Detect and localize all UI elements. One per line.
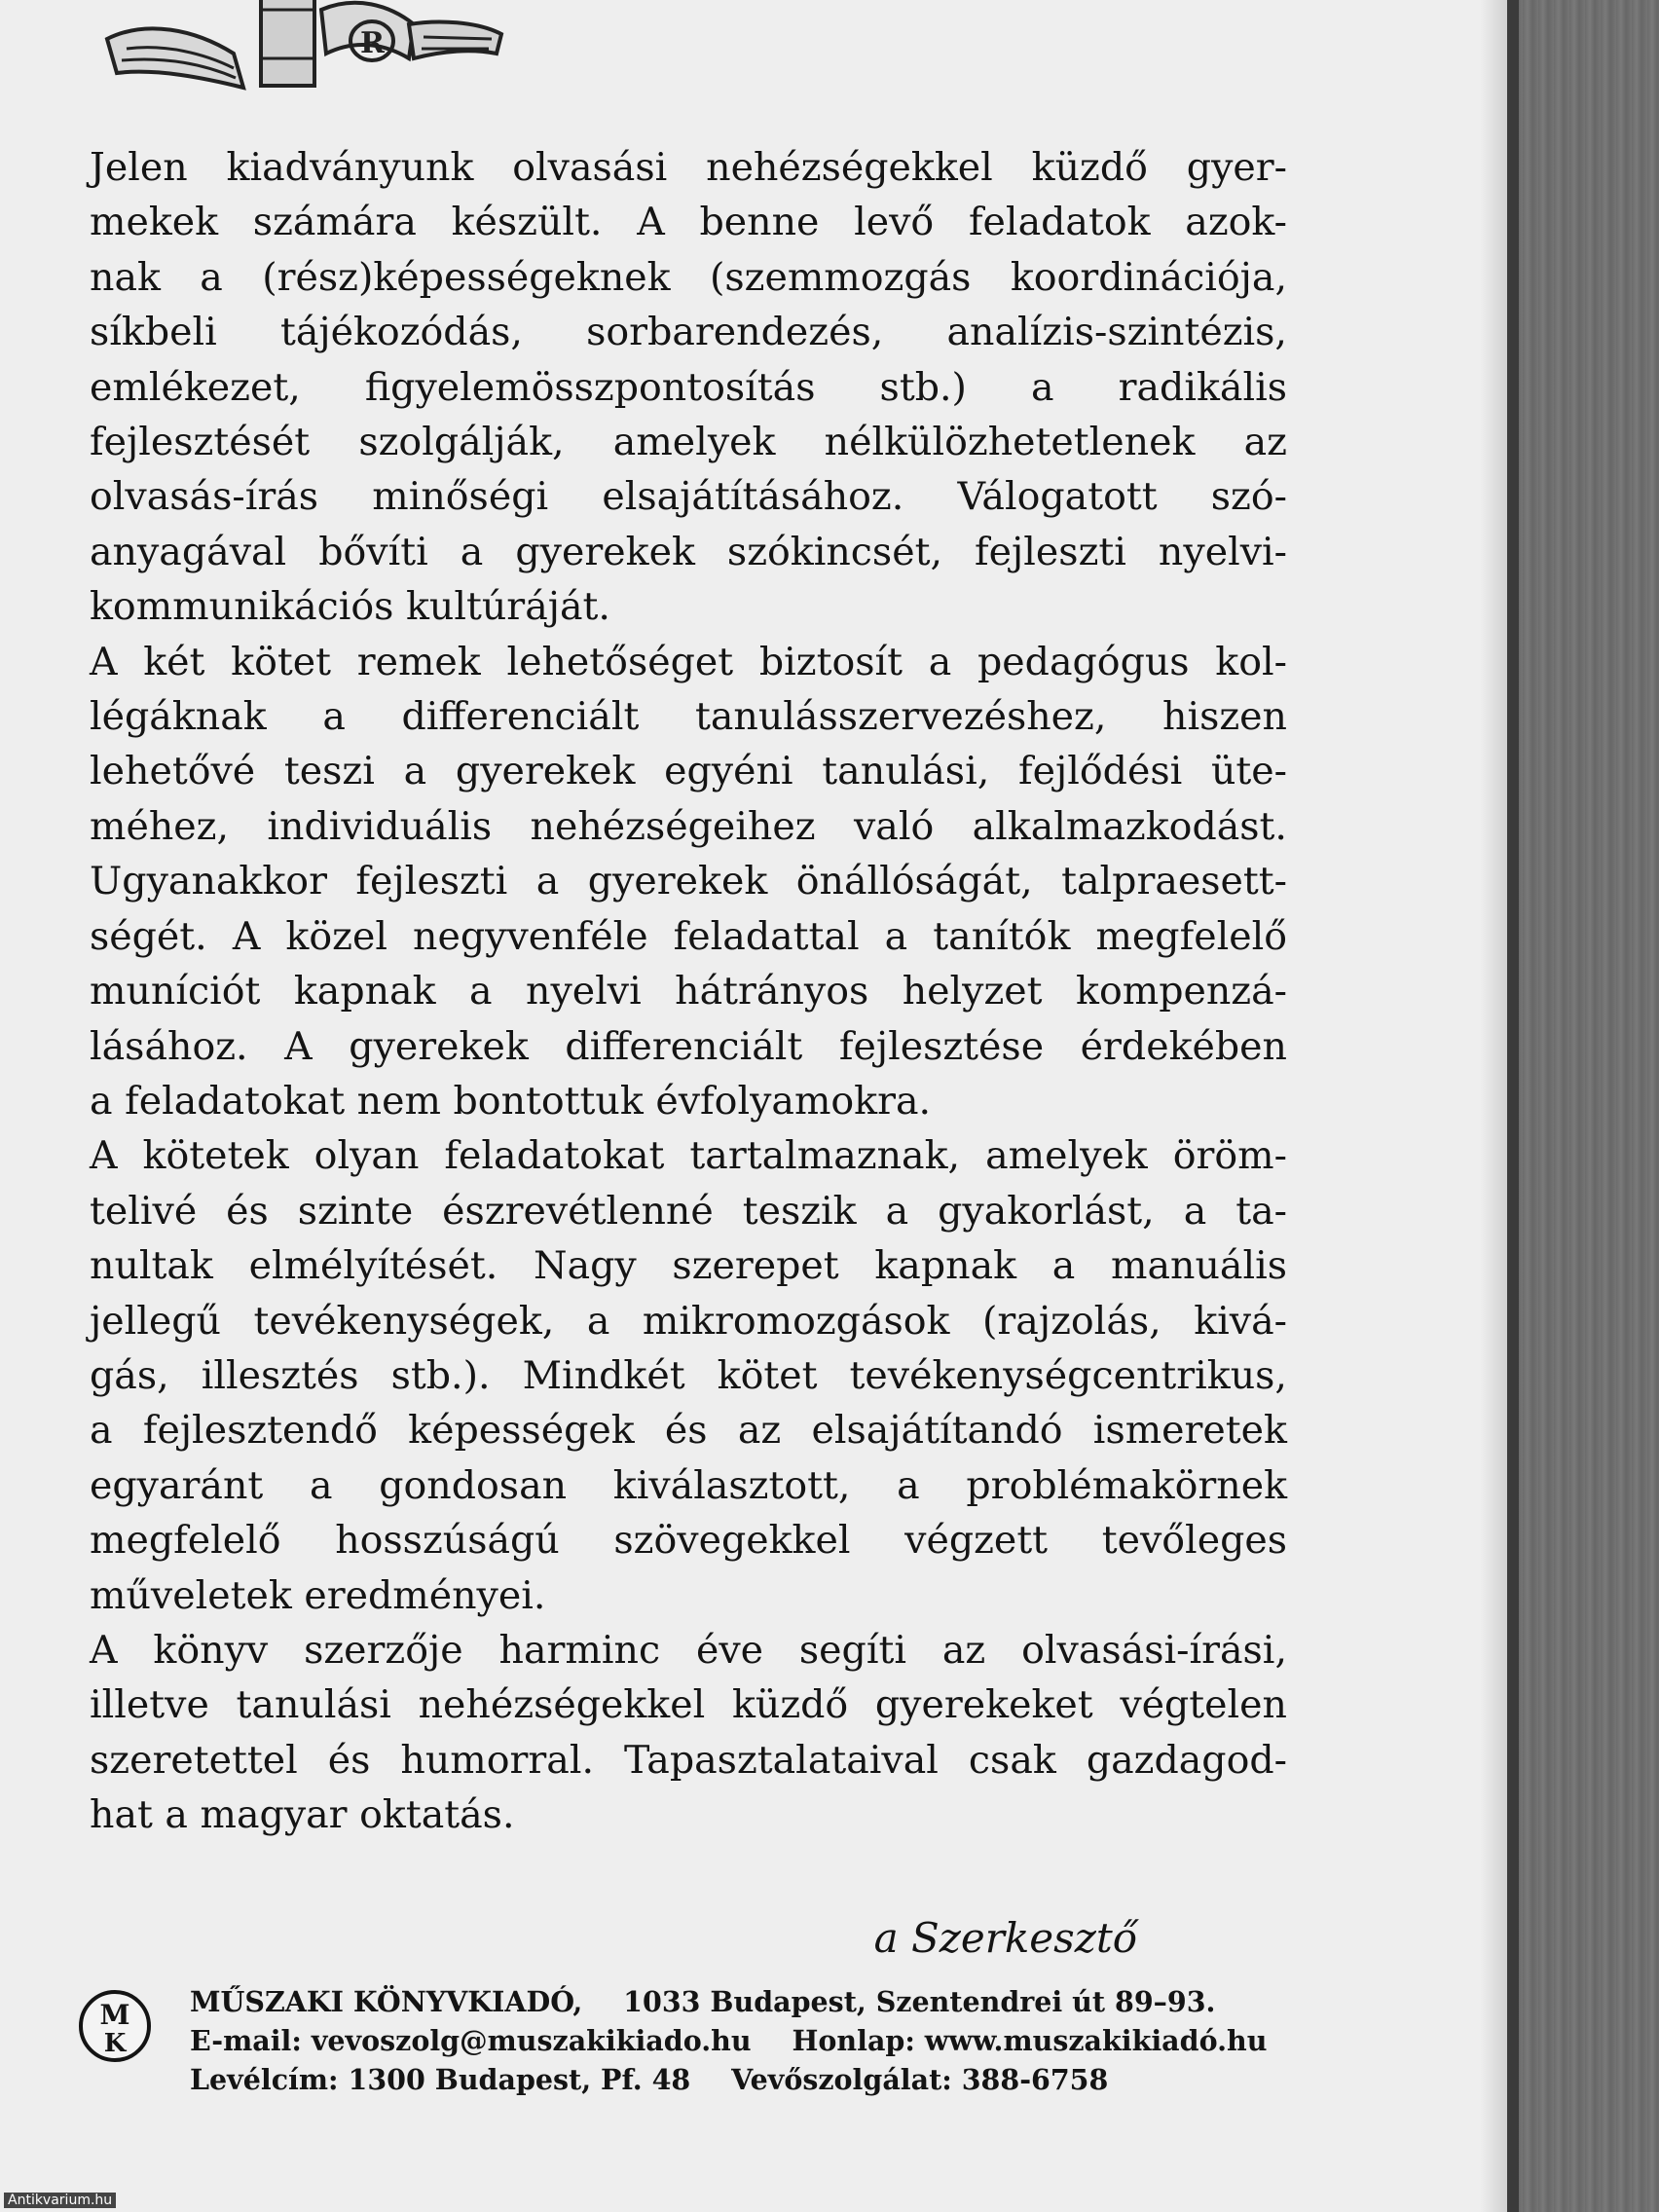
text-line: gás, illesztés stb.). Mindkét kötet tevékenységcentrikus, bbox=[90, 1352, 1287, 1398]
text-line: muníciót kapnak a nyelvi hátrányos helyzet kompenzá- bbox=[90, 969, 1287, 1014]
publisher-postal-row bbox=[190, 2060, 1267, 2099]
text-line: műveletek eredményei. bbox=[90, 1572, 546, 1618]
text-line: légáknak a differenciált tanulásszervezéshez, hiszen bbox=[90, 694, 1287, 740]
text-line: ségét. A közel negyvenféle feladattal a tanítók megfelelő bbox=[90, 913, 1287, 959]
publisher-contact-row bbox=[190, 2021, 1267, 2060]
text-line: nultak elmélyítését. Nagy szerepet kapnak a manuális bbox=[90, 1243, 1287, 1289]
text-line: nak a (rész)képességeknek (szemmozgás koordinációja, bbox=[90, 254, 1287, 300]
text-line: illetve tanulási nehézségekkel küzdő gyerekeket végtelen bbox=[90, 1682, 1287, 1728]
publisher-name: MŰSZAKI KÖNYVKIADÓ, bbox=[190, 1985, 583, 2018]
text-line: méhez, individuális nehézségeihez való alkalmazkodást. bbox=[90, 803, 1287, 849]
editor-signature: a Szerkesztő bbox=[873, 1914, 1137, 1962]
text-line: síkbeli tájékozódás, sorbarendezés, analízis-szintézis, bbox=[90, 310, 1287, 355]
text-line: anyagával bővíti a gyerekek szókincsét, fejleszti nyelvi- bbox=[90, 529, 1287, 574]
page-shadow bbox=[1480, 0, 1507, 2212]
paragraph-3 bbox=[90, 1128, 1287, 1623]
svg-text:K: K bbox=[103, 2029, 127, 2058]
web-label: Honlap: bbox=[792, 2024, 915, 2057]
watermark: Antikvarium.hu bbox=[4, 2193, 116, 2208]
postal-label: Levélcím: bbox=[190, 2063, 339, 2096]
text-line: a feladatokat nem bontottuk évfolyamokra. bbox=[90, 1078, 932, 1124]
text-line: Ugyanakkor fejleszti a gyerekek önállóságát, talpraesett- bbox=[90, 859, 1287, 904]
text-line: hat a magyar oktatás. bbox=[90, 1792, 515, 1838]
paragraph-2 bbox=[90, 635, 1287, 1129]
svg-text:R: R bbox=[360, 26, 385, 60]
text-line: Jelen kiadványunk olvasási nehézségekkel küzdő gyer- bbox=[90, 145, 1287, 190]
publisher-logo bbox=[78, 1989, 152, 2063]
text-line: telivé és szinte észrevétlenné teszik a gyakorlást, a ta- bbox=[90, 1188, 1287, 1234]
text-line: fejlesztését szolgálják, amelyek nélkülözhetetlenek az bbox=[90, 420, 1287, 465]
svg-text:M: M bbox=[99, 1999, 130, 2031]
text-line: olvasás-írás minőségi elsajátításához. Válogatott szó- bbox=[90, 474, 1287, 520]
book-edge-shadow bbox=[1507, 0, 1519, 2212]
text-line: lásához. A gyerekek differenciált fejlesztése érdekében bbox=[90, 1023, 1287, 1069]
text-line: mekek számára készült. A benne levő feladatok azok- bbox=[90, 200, 1287, 245]
book-and-hands-illustration bbox=[88, 0, 506, 102]
description-text bbox=[90, 140, 1287, 1843]
text-line: emlékezet, figyelemösszpontosítás stb.) a radikális bbox=[90, 364, 1287, 410]
paragraph-1 bbox=[90, 140, 1287, 635]
text-line: szeretettel és humorral. Tapasztalataival csak gazdagod- bbox=[90, 1737, 1287, 1783]
paragraph-4 bbox=[90, 1623, 1287, 1843]
email-link: vevoszolg@muszakikiado.hu bbox=[311, 2024, 752, 2057]
text-line: megfelelő hosszúságú szövegekkel végzett tevőleges bbox=[90, 1518, 1287, 1564]
text-line: egyaránt a gondosan kiválasztott, a problémakörnek bbox=[90, 1462, 1287, 1508]
service-label: Vevőszolgálat: bbox=[731, 2063, 952, 2096]
book-edge bbox=[1507, 0, 1659, 2212]
text-line: jellegű tevékenységek, a mikromozgások (rajzolás, kivá- bbox=[90, 1298, 1287, 1344]
text-line: A két kötet remek lehetőséget biztosít a pedagógus kol- bbox=[90, 639, 1287, 684]
text-line: a fejlesztendő képességek és az elsajátítandó ismeretek bbox=[90, 1408, 1287, 1454]
text-line: lehetővé teszi a gyerekek egyéni tanulási, fejlődési üte- bbox=[90, 749, 1287, 794]
service-phone: 388-6758 bbox=[961, 2063, 1109, 2096]
text-line: A kötetek olyan feladatokat tartalmaznak, amelyek öröm- bbox=[90, 1133, 1287, 1179]
text-line: kommunikációs kultúráját. bbox=[90, 584, 610, 630]
web-link: www.muszakikiadó.hu bbox=[924, 2024, 1268, 2057]
postal-address: 1300 Budapest, Pf. 48 bbox=[348, 2063, 691, 2096]
text-line: A könyv szerzője harminc éve segíti az olvasási-írási, bbox=[90, 1627, 1287, 1673]
publisher-name-row bbox=[190, 1982, 1267, 2021]
email-label: E-mail: bbox=[190, 2024, 302, 2057]
publisher-info bbox=[190, 1982, 1267, 2099]
publisher-address: 1033 Budapest, Szentendrei út 89–93. bbox=[623, 1985, 1216, 2018]
